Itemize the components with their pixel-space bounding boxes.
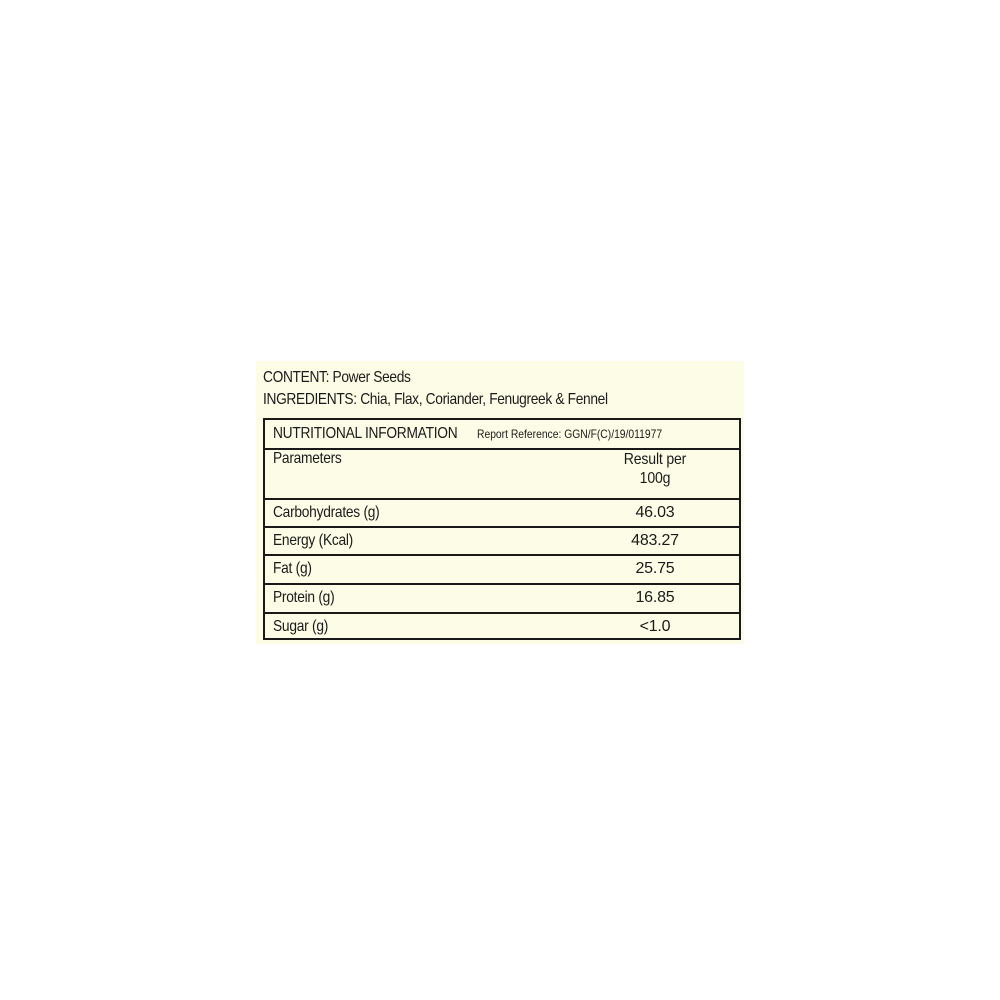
table-header-row bbox=[265, 450, 739, 500]
value-cell: 16.85 bbox=[635, 589, 675, 606]
nutrition-label-panel bbox=[256, 361, 744, 644]
result-header-line1: Result per bbox=[623, 451, 687, 468]
value-cell: 25.75 bbox=[635, 560, 675, 577]
parameters-header: Parameters bbox=[273, 450, 342, 467]
ingredients-line: INGREDIENTS: Chia, Flax, Coriander, Fenugreek & Fennel bbox=[263, 391, 608, 408]
parameter-cell: Carbohydrates (g) bbox=[273, 504, 380, 521]
value-cell: 483.27 bbox=[631, 532, 679, 549]
value-cell: 46.03 bbox=[635, 504, 675, 521]
result-header-line2: 100g bbox=[639, 470, 671, 487]
product-header bbox=[263, 367, 664, 411]
nutrition-table bbox=[263, 418, 741, 640]
table-row bbox=[265, 556, 739, 585]
content-line: CONTENT: Power Seeds bbox=[263, 369, 411, 386]
table-row bbox=[265, 528, 739, 556]
value-cell: <1.0 bbox=[639, 618, 671, 635]
report-reference: Report Reference: GGN/F(C)/19/011977 bbox=[477, 427, 663, 441]
parameter-cell: Sugar (g) bbox=[273, 618, 329, 635]
table-row bbox=[265, 614, 739, 638]
parameter-cell: Energy (Kcal) bbox=[273, 532, 354, 549]
table-row bbox=[265, 585, 739, 614]
table-title-row bbox=[265, 420, 739, 450]
parameter-cell: Protein (g) bbox=[273, 589, 335, 606]
table-row bbox=[265, 500, 739, 528]
parameter-cell: Fat (g) bbox=[273, 560, 312, 577]
result-header bbox=[605, 450, 705, 488]
table-title: NUTRITIONAL INFORMATION bbox=[273, 425, 458, 442]
